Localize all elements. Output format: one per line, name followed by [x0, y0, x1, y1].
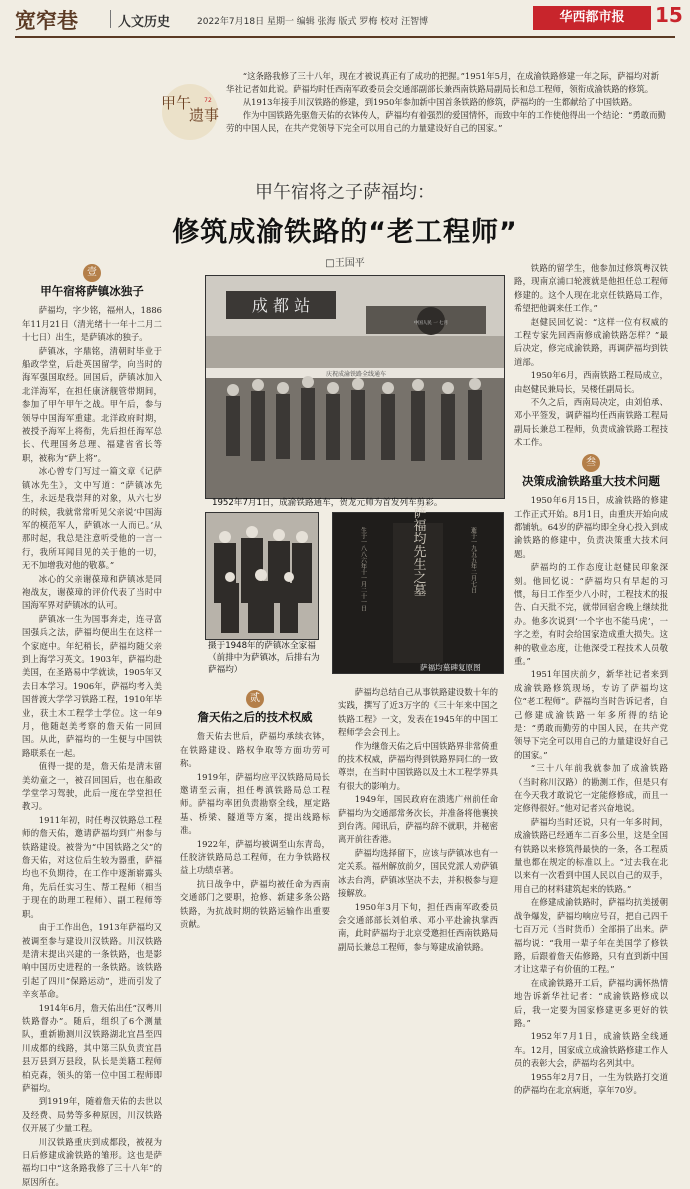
intro-paragraph: “这条路我修了三十八年，现在才被说真正有了成功的把握。”1951年5月，在成渝铁路修建一年之际，萨福均对新华社记者如此说。萨福均时任西南军政委员会交通部副部长兼西南铁路局副局长和总工程师，领衔成渝铁路的修筑。 — [226, 71, 660, 94]
section2-number: 贰 — [246, 690, 264, 708]
article-paragraph: 冰心曾专门写过一篇文章《记萨镇冰先生》，文中写道：“萨镇冰先生，永远是我崇拜的对象，从六七岁的时候，我就常常听见父亲说‘中国海军的模范军人，萨镇冰一人而已。’从那时起，我总是注意听受他的一言一行，我所耳闻目见的关于他的一切，无不加增我对他的敬慕。” — [22, 466, 162, 571]
tomb-main-text: 萨福均先生之墓 — [410, 505, 426, 597]
headline-subtitle: 甲午宿将之子萨福均： — [255, 182, 435, 203]
article-paragraph: 萨福均的工作态度让赵健民印象深刻。他回忆说：“萨福均只有早起的习惯，每日工作至少八小时，工程技术的报告、白天批不完，就带回宿舍晚上继续批办。他多次说到‘一个字也不能马虎’，一字之差，有时会给国家造成重大损失。这种的敬业态度，让他深受工程技术人员敬重。” — [514, 562, 668, 666]
logo-text-left: 甲午 — [160, 94, 192, 112]
article-paragraph: 赵健民回忆说：“这样一位有权威的工程专家先回西南修成渝铁路怎样？”最后决定，修完成渝铁路，再调萨福均到铁道部。 — [514, 316, 668, 367]
photo-family — [205, 512, 319, 640]
article-paragraph: 在成渝铁路开工后，萨福均满怀热情地告诉新华社记者：“成渝铁路修成以后，我一定要为国家修建更多更好的铁路。” — [514, 977, 668, 1028]
train-plaque: 中国人民 一 七月 — [413, 321, 449, 326]
logo-text-right: 遗事 — [188, 106, 220, 124]
photo-tombstone — [332, 505, 504, 674]
logo-number: 72 — [204, 97, 212, 104]
headline-title: 修筑成渝铁路的“老工程师” — [172, 217, 518, 248]
section-name: 人文历史 — [118, 15, 171, 30]
article-paragraph: 抗日战争中，萨福均被任命为西南交通部门之要职，抢修、新建多条公路铁路，为抗战时期的铁路运输作出重要贡献。 — [180, 878, 330, 930]
tomb-left-text: 生于一八八六年十一月二十一日 — [359, 527, 367, 611]
article-paragraph: 作为继詹天佑之后中国铁路界非常倚重的技术权威，萨福均得到铁路界同仁的一致尊崇，在当时中国铁路以及土木工程学界具有很大的影响力。 — [338, 740, 498, 791]
photo-caption-family: 摄于1948年的萨镇冰全家福（前排中为萨镇冰，后排右为萨福均） — [208, 641, 320, 675]
article-paragraph: 1955年2月7日，一生为铁路打交道的萨福均在北京病逝，享年70岁。 — [514, 1071, 668, 1095]
article-paragraph: 萨福均选择留下，应该与萨镇冰也有一定关系。福州解放前夕，国民党派人劝萨镇冰去台湾，萨镇冰坚决不去，并积极参与迎接解放。 — [338, 847, 498, 899]
paper-logo: 华西都市报 — [533, 6, 651, 30]
article-paragraph: 在修建成渝铁路时，萨福均抗美援朝战争爆发，萨福均响应号召，把自己四千七百万元（当时货币）全部捐了出来。萨福均说：“我用一辈子年在美国学了修铁路，后跟着詹天佑修路，只有直到新中国才让这辈子有价值的工程。” — [514, 897, 668, 975]
intro-paragraph: 从1913年接手川汉铁路的修建，到1950年参加新中国首条铁路的修筑，萨福均的一生都献给了中国铁路。 — [242, 97, 638, 107]
article-paragraph: 1919年，萨福均应平汉铁路局局长邀请至云南，担任粤滇铁路局总工程师。萨福均率团负责勘察全线，厘定路基、桥梁、隧道等方案，提出线路标准。 — [180, 771, 330, 836]
article-paragraph: 不久之后，西南局决定，由刘伯承、邓小平签发，调萨福均任西南铁路工程局副局长兼总工程师，负责成渝铁路工程技术工作。 — [514, 397, 668, 448]
column-section2-cont — [338, 686, 498, 1040]
photo-caption-opening: 1952年7月1日，成渝铁路通车，贺龙元帅为首发列车剪彩。 — [212, 498, 443, 508]
article-paragraph: 1914年6月，詹天佑出任“汉粤川铁路督办”。随后，组织了6个测量队，重新勘测川汉铁路湖北宜昌至四川成都的线路，其中第三队负责宜昌县万县到万县段，队长是美籍工程师柏克森，领头的第一位中国工程师即萨福均。 — [22, 1002, 162, 1093]
family-photo-image — [206, 513, 318, 639]
column-section3 — [514, 262, 668, 1095]
section1-title: 甲午宿将萨镇冰独子 — [40, 284, 144, 298]
tomb-side-text: 逝于一九五五年二月七日 — [469, 527, 477, 593]
article-paragraph: 由于工作出色，1913年萨福均又被调至参与建设川汉铁路。川汉铁路是清末提出兴建的一条铁路，也是影响中国历史进程的一条铁路。该铁路引起了四川“保路运动”，进而引发了辛亥革命。 — [22, 922, 162, 1000]
column-section2 — [180, 686, 330, 1040]
page-header — [0, 0, 690, 38]
article-paragraph: 1949年，国民政府在溃逃广州前任命萨福均为交通部常务次长，并准备将他裹挟到台湾。闻讯后，萨福均辞不就职，并秘密离开前往香港。 — [338, 794, 498, 845]
article-paragraph: 萨镇冰，字鼎铭，清朝时毕业于船政学堂，后赴英国留学，向当时的海军强国取经。回国后，萨镇冰加入北洋海军，在担任康济舰管带期间，参加了甲午甲午之战。甲午后，参与领导中国海军重建。北洋政府时期，被授予海军上将衔，先后担任海军总长、代理国务总理、福建省省长等职，被称为“萨上将”。 — [22, 345, 162, 463]
article-paragraph: 川汉铁路重庆到成都段，被视为日后修建成渝铁路的雏形。这也是萨福均口中“这条路我修了三十八年”的原因所在。 — [22, 1136, 162, 1187]
header-rule — [15, 36, 675, 38]
section2-title: 詹天佑之后的技术权威 — [197, 710, 313, 724]
photo-opening-ceremony — [205, 275, 505, 499]
article-paragraph: 1951年国庆前夕，新华社记者来到成渝铁路修筑现场，专访了萨福均这位“老工程师”。萨福均当时告诉记者，自己修建成渝铁路一年多所得的结论是：“勇敢而勤劳的中国人民，在共产党领导下完全可以用自己的力量建设好自己的国家。” — [514, 669, 668, 760]
article-paragraph: 到1919年，随着詹天佑的去世以及经费、局势等多种原因，川汉铁路仅开展了少量工程。 — [22, 1096, 162, 1134]
intro-paragraph: 作为中国铁路先驱詹天佑的衣钵传人，萨福均有着强烈的爱国情怀，而致中年的工作使他得出一个结论：“勇敢而勤劳的中国人民，在共产党领导下完全可以用自己的力量建设好自己的国家。” — [226, 110, 666, 133]
station-sign: 成 都 站 — [251, 296, 311, 315]
issue-info: 2022年7月18日 星期一 编辑 张海 版式 罗梅 校对 汪智博 — [197, 17, 429, 27]
column-name: 宽窄巷 — [15, 9, 78, 33]
article-paragraph: 萨福均当时还说，只有一年多时间，成渝铁路已经通车二百多公里，这是全国有铁路以来修筑得最快的一条，各工程质量也都在规定的标准以上。“过去我在北以来有一次看到中国人民以自己的双手，用自己的材料建筑起来的铁路。” — [514, 816, 668, 894]
column-section1 — [22, 260, 162, 1187]
article-paragraph: 1952年7月1日，成渝铁路全线通车。12月，国家成立成渝铁路修建工作人员的表彰大会，萨福均名列其中。 — [514, 1031, 668, 1069]
header-divider — [110, 10, 111, 28]
article-paragraph: 1922年，萨福均被调至山东青岛，任胶济铁路局总工程师，在力争铁路权益上功绩卓著。 — [180, 838, 330, 876]
section3-number: 叁 — [582, 454, 600, 472]
article-paragraph: 值得一提的是，詹天佑是清末留美幼童之一，被召回国后，也在船政学堂学习驾驶，此后一度在学堂担任教习。 — [22, 761, 162, 812]
section3-title: 决策成渝铁路重大技术问题 — [522, 473, 660, 488]
page-number: 15 — [655, 3, 683, 27]
article-paragraph: 1911年初，时任粤汉铁路总工程师的詹天佑，邀请萨福均到广州参与铁路建设。被誉为“中国铁路之父”的詹天佑，对这位后生较为器重，萨福均也不负期待，在工作中逐渐崭露头角，先后任实习生、帮工程师（相当于现在的助理工程师）、副工程师等职。 — [22, 814, 162, 919]
headline — [0, 178, 690, 269]
article-paragraph: 萨福均总结自己从事铁路建设数十年的实践，撰写了近3万字的《三十年来中国之铁路工程》一文，发表在1945年的中国工程师学会会刊上。 — [338, 687, 498, 738]
article-paragraph: 萨镇冰一生为国事奔走，连寻富国强兵之法，萨福均便出生在这样一个家庭中。年纪稍长，萨福均随父亲到上海学习英文。1903年，萨福均赴美国，在圣路易中学就读，1905年又去日本学习。1906年，萨福均考入美国普渡大学学习铁路工程，1910年毕业，获土木工程学士学位。这一年9月，他随赵美考察的詹天佑一同回国。从此，萨福均的一生便与中国铁路联系在一起。 — [22, 613, 162, 758]
article-paragraph: 萨福均，字少铭，福州人，1886年11月21日（清光绪十一年十二月二十七日）出生，是萨镇冰的独子。 — [22, 305, 162, 343]
article-paragraph: 铁路的留学生，他参加过修筑粤汉铁路，现南京浦口轮渡就是他担任总工程师修建的。这个人现在北京任铁路局工作，希望把他调来任工作。” — [514, 263, 668, 314]
byline: □王国平 — [325, 258, 365, 269]
article-paragraph: “三十八年前我就参加了成渝铁路（当时称川汉路）的勘测工作，但是只有在今天我才敢说它一定能修修成，而且一定修得很好。”他对记者兴奋地说。 — [514, 763, 668, 814]
article-paragraph: 冰心的父亲谢葆璋和萨镇冰是同袍战友，谢葆璋的评价代表了当时中国海军界对萨镇冰的认可。 — [22, 573, 162, 611]
tombstone-image — [333, 505, 503, 673]
column-logo-graphic — [150, 82, 230, 142]
article-paragraph: 1950年3月下旬，担任西南军政委员会交通部部长刘伯承、邓小平赴渝执掌西南，此时萨福均于北京受邀担任西南铁路局副局长兼总工程师，参与筹建成渝铁路。 — [338, 901, 498, 952]
section1-number: 壹 — [83, 264, 101, 282]
article-paragraph: 1950年6月，西南铁路工程局成立，由赵健民兼局长，吴楼任副局长。 — [514, 370, 668, 394]
article-intro — [226, 70, 666, 135]
opening-ceremony-image — [206, 276, 504, 498]
article-paragraph: 1950年6月15日，成渝铁路的修建工作正式开始。8月1日，由重庆开始向成都铺轨。64岁的萨福均即全身心投入到成渝铁路的修建中，负责决策重大技术问题。 — [514, 495, 668, 559]
photo-caption-tomb: 萨福均墓碑复原图 — [420, 663, 481, 672]
article-paragraph: 詹天佑去世后，萨福均承续衣钵，在铁路建设、路权争取等方面功劳可称。 — [180, 731, 330, 769]
train-banner: 庆祝成渝铁路全线通车 — [325, 371, 387, 378]
